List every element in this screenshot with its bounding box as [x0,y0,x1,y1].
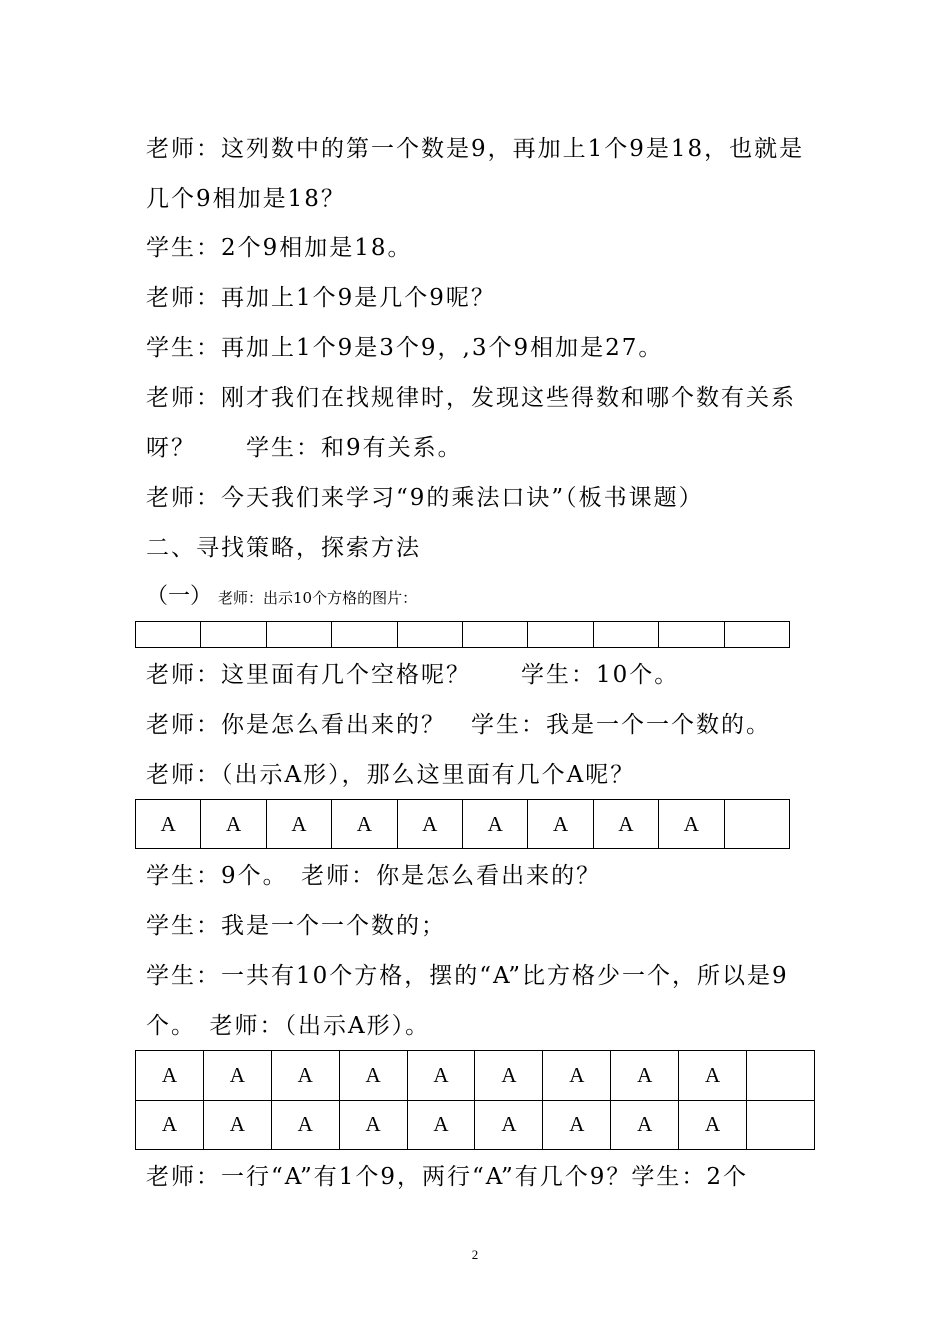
grid-cell: A [203,1051,271,1101]
grid-row [136,1100,815,1150]
grid-cell: A [203,1100,271,1150]
grid-cell: A [679,1051,747,1101]
grid-cell: A [611,1051,679,1101]
grid-cell: A [462,800,527,849]
grid-cell [266,622,331,648]
text-line: 老师：这里面有几个空格呢？ 学生：10个。 [146,662,680,688]
text-line: 老师：再加上1个9是几个9呢？ [146,285,496,311]
grid-cell: A [679,1100,747,1150]
grid-cell [724,800,789,849]
grid-cell: A [543,1100,611,1150]
grid-row [136,622,790,648]
grid-cell: A [271,1051,339,1101]
text-line: 老师：（出示A形），那么这里面有几个A呢？ [146,762,636,788]
grid-cell [528,622,593,648]
text-line: 几个9相加是18？ [146,186,346,212]
grid-cell: A [397,800,462,849]
grid-cell: A [407,1051,475,1101]
grid-cell: A [475,1051,543,1101]
grid-cell [462,622,527,648]
grid-cell: A [593,800,658,849]
section-heading: 二、寻找策略，探索方法 [146,535,421,561]
grid-cell: A [136,800,201,849]
grid-cell: A [659,800,724,849]
text-line: 学生：我是一个一个数的； [146,913,446,939]
grid-cell: A [528,800,593,849]
text-line: 学生：2个9相加是18。 [146,235,413,261]
grid-cell [201,622,266,648]
grid-cell: A [611,1100,679,1150]
text-line: 老师：一行“A”有1个9，两行“A”有几个9？学生：2个 [146,1164,749,1190]
grid-cell: A [475,1100,543,1150]
grid-cell [747,1051,815,1101]
text-line: 学生：一共有10个方格，摆的“A”比方格少一个，所以是9 [146,963,789,989]
a-shape-double-grid [135,1050,815,1150]
grid-cell [397,622,462,648]
empty-grid [135,621,790,648]
grid-cell [593,622,658,648]
grid-cell [659,622,724,648]
grid-cell: A [339,1100,407,1150]
text-line: 学生：再加上1个9是3个9，,3个9相加是27。 [146,335,664,361]
grid-row [136,800,790,849]
text-line: 学生：9个。 老师：你是怎么看出来的？ [146,863,602,889]
grid-cell: A [201,800,266,849]
subsection-note: 老师：出示10个方格的图片： [218,589,418,607]
subsection-label: （一） [146,584,213,609]
page-number: 2 [471,1247,479,1262]
grid-cell: A [271,1100,339,1150]
grid-cell [332,622,397,648]
grid-cell [136,622,201,648]
grid-cell: A [136,1051,204,1101]
grid-cell: A [407,1100,475,1150]
text-line: 老师：你是怎么看出来的？ 学生：我是一个一个数的。 [146,712,771,738]
grid-cell: A [266,800,331,849]
grid-cell [747,1100,815,1150]
grid-cell: A [136,1100,204,1150]
grid-cell: A [339,1051,407,1101]
grid-row [136,1051,815,1101]
grid-cell [724,622,789,648]
grid-cell: A [543,1051,611,1101]
text-line: 个。 老师：（出示A形）。 [146,1013,431,1039]
grid-cell: A [332,800,397,849]
text-line: 老师：刚才我们在找规律时，发现这些得数和哪个数有关系 [146,385,796,411]
text-line: 老师：今天我们来学习“9的乘法口诀”（板书课题） [146,485,704,511]
text-line: 老师：这列数中的第一个数是9，再加上1个9是18，也就是 [146,136,805,162]
a-shape-grid [135,799,790,849]
text-line: 呀？ 学生：和9有关系。 [146,435,463,461]
